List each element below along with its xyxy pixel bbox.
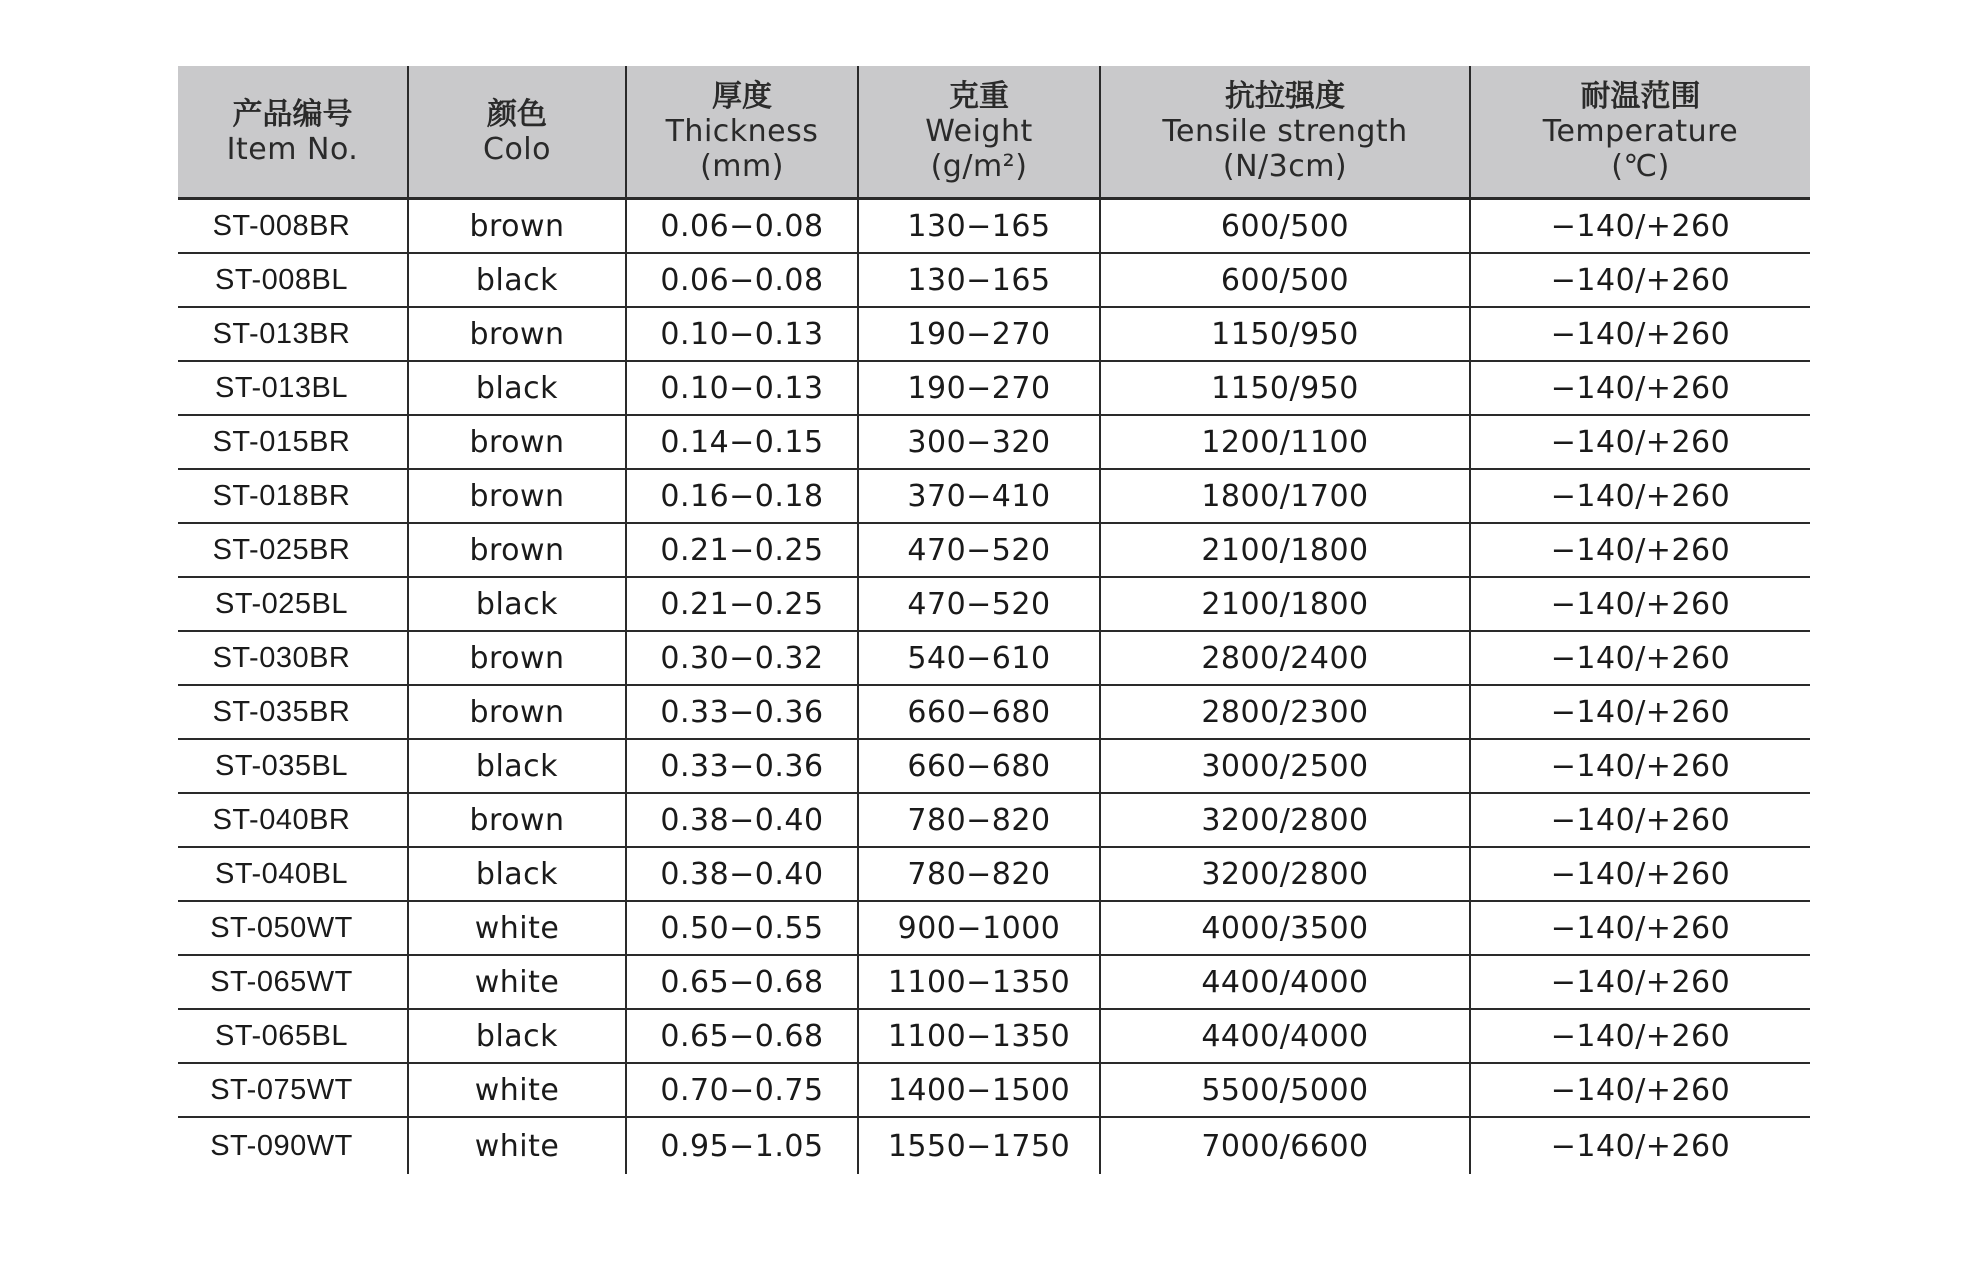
- table-row: [178, 739, 1810, 793]
- cell-tensile-strength: 600/500: [1100, 199, 1470, 254]
- cell-color: brown: [408, 685, 626, 739]
- cell-thickness: 0.30−0.32: [626, 631, 858, 685]
- cell-thickness: 0.10−0.13: [626, 361, 858, 415]
- header-en: Thickness: [665, 114, 819, 149]
- cell-color: white: [408, 1117, 626, 1174]
- header-zh: 颜色: [487, 96, 547, 132]
- header-zh: 抗拉强度: [1225, 79, 1345, 114]
- table-row: [178, 253, 1810, 307]
- table-row: [178, 199, 1810, 254]
- cell-color: black: [408, 847, 626, 901]
- cell-tensile-strength: 600/500: [1100, 253, 1470, 307]
- cell-thickness: 0.95−1.05: [626, 1117, 858, 1174]
- cell-weight: 130−165: [858, 199, 1100, 254]
- cell-color: brown: [408, 415, 626, 469]
- cell-color: brown: [408, 307, 626, 361]
- cell-weight: 470−520: [858, 523, 1100, 577]
- cell-item-no: ST-065WT: [178, 955, 408, 1009]
- table-row: [178, 469, 1810, 523]
- header-zh: 产品编号: [232, 96, 353, 132]
- spec-table: [178, 66, 1810, 1174]
- table-row: [178, 901, 1810, 955]
- cell-color: black: [408, 1009, 626, 1063]
- cell-color: brown: [408, 523, 626, 577]
- cell-thickness: 0.50−0.55: [626, 901, 858, 955]
- cell-temperature: −140/+260: [1470, 955, 1810, 1009]
- header-zh: 耐温范围: [1580, 79, 1701, 114]
- header-zh: 克重: [949, 79, 1009, 114]
- cell-temperature: −140/+260: [1470, 631, 1810, 685]
- cell-item-no: ST-013BR: [178, 307, 408, 361]
- cell-thickness: 0.06−0.08: [626, 199, 858, 254]
- cell-item-no: ST-035BR: [178, 685, 408, 739]
- table-row: [178, 847, 1810, 901]
- header-zh: 厚度: [712, 79, 772, 114]
- header-thickness: [626, 66, 858, 199]
- cell-tensile-strength: 3200/2800: [1100, 847, 1470, 901]
- cell-weight: 370−410: [858, 469, 1100, 523]
- cell-weight: 660−680: [858, 739, 1100, 793]
- cell-temperature: −140/+260: [1470, 1009, 1810, 1063]
- cell-item-no: ST-035BL: [178, 739, 408, 793]
- table-row: [178, 307, 1810, 361]
- cell-weight: 470−520: [858, 577, 1100, 631]
- header-row: [178, 66, 1810, 199]
- cell-tensile-strength: 7000/6600: [1100, 1117, 1470, 1174]
- header-unit: (g/m²): [930, 149, 1028, 184]
- cell-tensile-strength: 1150/950: [1100, 361, 1470, 415]
- cell-weight: 900−1000: [858, 901, 1100, 955]
- cell-item-no: ST-025BL: [178, 577, 408, 631]
- cell-temperature: −140/+260: [1470, 685, 1810, 739]
- table-row: [178, 361, 1810, 415]
- cell-thickness: 0.33−0.36: [626, 739, 858, 793]
- cell-item-no: ST-015BR: [178, 415, 408, 469]
- cell-weight: 540−610: [858, 631, 1100, 685]
- table-row: [178, 415, 1810, 469]
- cell-temperature: −140/+260: [1470, 469, 1810, 523]
- cell-color: white: [408, 955, 626, 1009]
- header-item-no: [178, 66, 408, 199]
- cell-item-no: ST-008BR: [178, 199, 408, 254]
- cell-tensile-strength: 3200/2800: [1100, 793, 1470, 847]
- table-body: [178, 199, 1810, 1175]
- cell-item-no: ST-065BL: [178, 1009, 408, 1063]
- cell-item-no: ST-018BR: [178, 469, 408, 523]
- cell-weight: 1550−1750: [858, 1117, 1100, 1174]
- cell-weight: 190−270: [858, 307, 1100, 361]
- cell-color: black: [408, 253, 626, 307]
- cell-thickness: 0.21−0.25: [626, 523, 858, 577]
- cell-tensile-strength: 2800/2300: [1100, 685, 1470, 739]
- table-row: [178, 577, 1810, 631]
- header-unit: (℃): [1611, 149, 1670, 184]
- header-unit: (mm): [700, 149, 784, 184]
- cell-tensile-strength: 1150/950: [1100, 307, 1470, 361]
- cell-thickness: 0.10−0.13: [626, 307, 858, 361]
- cell-item-no: ST-008BL: [178, 253, 408, 307]
- cell-temperature: −140/+260: [1470, 1063, 1810, 1117]
- cell-weight: 780−820: [858, 793, 1100, 847]
- cell-weight: 300−320: [858, 415, 1100, 469]
- cell-temperature: −140/+260: [1470, 847, 1810, 901]
- table-row: [178, 1063, 1810, 1117]
- cell-temperature: −140/+260: [1470, 307, 1810, 361]
- cell-thickness: 0.38−0.40: [626, 793, 858, 847]
- cell-color: white: [408, 901, 626, 955]
- cell-thickness: 0.65−0.68: [626, 1009, 858, 1063]
- cell-thickness: 0.38−0.40: [626, 847, 858, 901]
- cell-weight: 190−270: [858, 361, 1100, 415]
- cell-color: white: [408, 1063, 626, 1117]
- cell-item-no: ST-040BR: [178, 793, 408, 847]
- cell-thickness: 0.21−0.25: [626, 577, 858, 631]
- table-row: [178, 523, 1810, 577]
- table-row: [178, 793, 1810, 847]
- cell-item-no: ST-050WT: [178, 901, 408, 955]
- table-row: [178, 631, 1810, 685]
- cell-item-no: ST-075WT: [178, 1063, 408, 1117]
- header-en: Item No.: [226, 131, 359, 167]
- cell-color: brown: [408, 199, 626, 254]
- cell-item-no: ST-090WT: [210, 1129, 353, 1162]
- cell-color: black: [408, 361, 626, 415]
- cell-temperature: −140/+260: [1470, 793, 1810, 847]
- header-en: Temperature: [1542, 114, 1739, 149]
- header-color: [408, 66, 626, 199]
- cell-temperature: −140/+260: [1470, 253, 1810, 307]
- cell-weight: 780−820: [858, 847, 1100, 901]
- cell-item-no: ST-040BL: [178, 847, 408, 901]
- header-temperature: [1470, 66, 1810, 199]
- table-row: [178, 685, 1810, 739]
- cell-tensile-strength: 2100/1800: [1100, 523, 1470, 577]
- cell-color: brown: [408, 469, 626, 523]
- table-row: [178, 955, 1810, 1009]
- cell-weight: 1100−1350: [858, 1009, 1100, 1063]
- cell-color: brown: [408, 793, 626, 847]
- cell-thickness: 0.16−0.18: [626, 469, 858, 523]
- header-en: Colo: [483, 131, 551, 167]
- table-row: [178, 1117, 1810, 1174]
- cell-tensile-strength: 5500/5000: [1100, 1063, 1470, 1117]
- header-weight: [858, 66, 1100, 199]
- cell-temperature: −140/+260: [1470, 199, 1810, 254]
- cell-temperature: −140/+260: [1470, 577, 1810, 631]
- header-tensile-strength: [1100, 66, 1470, 199]
- cell-temperature: −140/+260: [1470, 415, 1810, 469]
- cell-color: brown: [408, 631, 626, 685]
- cell-thickness: 0.70−0.75: [626, 1063, 858, 1117]
- cell-color: black: [408, 577, 626, 631]
- cell-weight: 1400−1500: [858, 1063, 1100, 1117]
- cell-thickness: 0.14−0.15: [626, 415, 858, 469]
- cell-tensile-strength: 4000/3500: [1100, 901, 1470, 955]
- table-header: [178, 66, 1810, 199]
- header-unit: (N/3cm): [1222, 149, 1348, 184]
- cell-thickness: 0.33−0.36: [626, 685, 858, 739]
- cell-item-no: ST-013BL: [178, 361, 408, 415]
- cell-weight: 130−165: [858, 253, 1100, 307]
- cell-tensile-strength: 2800/2400: [1100, 631, 1470, 685]
- cell-temperature: −140/+260: [1470, 361, 1810, 415]
- cell-color: black: [408, 739, 626, 793]
- cell-tensile-strength: 1200/1100: [1100, 415, 1470, 469]
- cell-thickness: 0.06−0.08: [626, 253, 858, 307]
- cell-temperature: −140/+260: [1470, 739, 1810, 793]
- header-en: Tensile strength: [1162, 114, 1408, 149]
- cell-weight: 1100−1350: [858, 955, 1100, 1009]
- cell-thickness: 0.65−0.68: [626, 955, 858, 1009]
- cell-tensile-strength: 4400/4000: [1100, 1009, 1470, 1063]
- cell-item-no: ST-030BR: [178, 631, 408, 685]
- cell-tensile-strength: 2100/1800: [1100, 577, 1470, 631]
- cell-tensile-strength: 1800/1700: [1100, 469, 1470, 523]
- cell-tensile-strength: 4400/4000: [1100, 955, 1470, 1009]
- cell-temperature: −140/+260: [1470, 901, 1810, 955]
- cell-tensile-strength: 3000/2500: [1100, 739, 1470, 793]
- cell-temperature: −140/+260: [1470, 1117, 1810, 1174]
- cell-item-no: ST-025BR: [178, 523, 408, 577]
- header-en: Weight: [925, 114, 1033, 149]
- table-row: [178, 1009, 1810, 1063]
- cell-weight: 660−680: [858, 685, 1100, 739]
- cell-temperature: −140/+260: [1470, 523, 1810, 577]
